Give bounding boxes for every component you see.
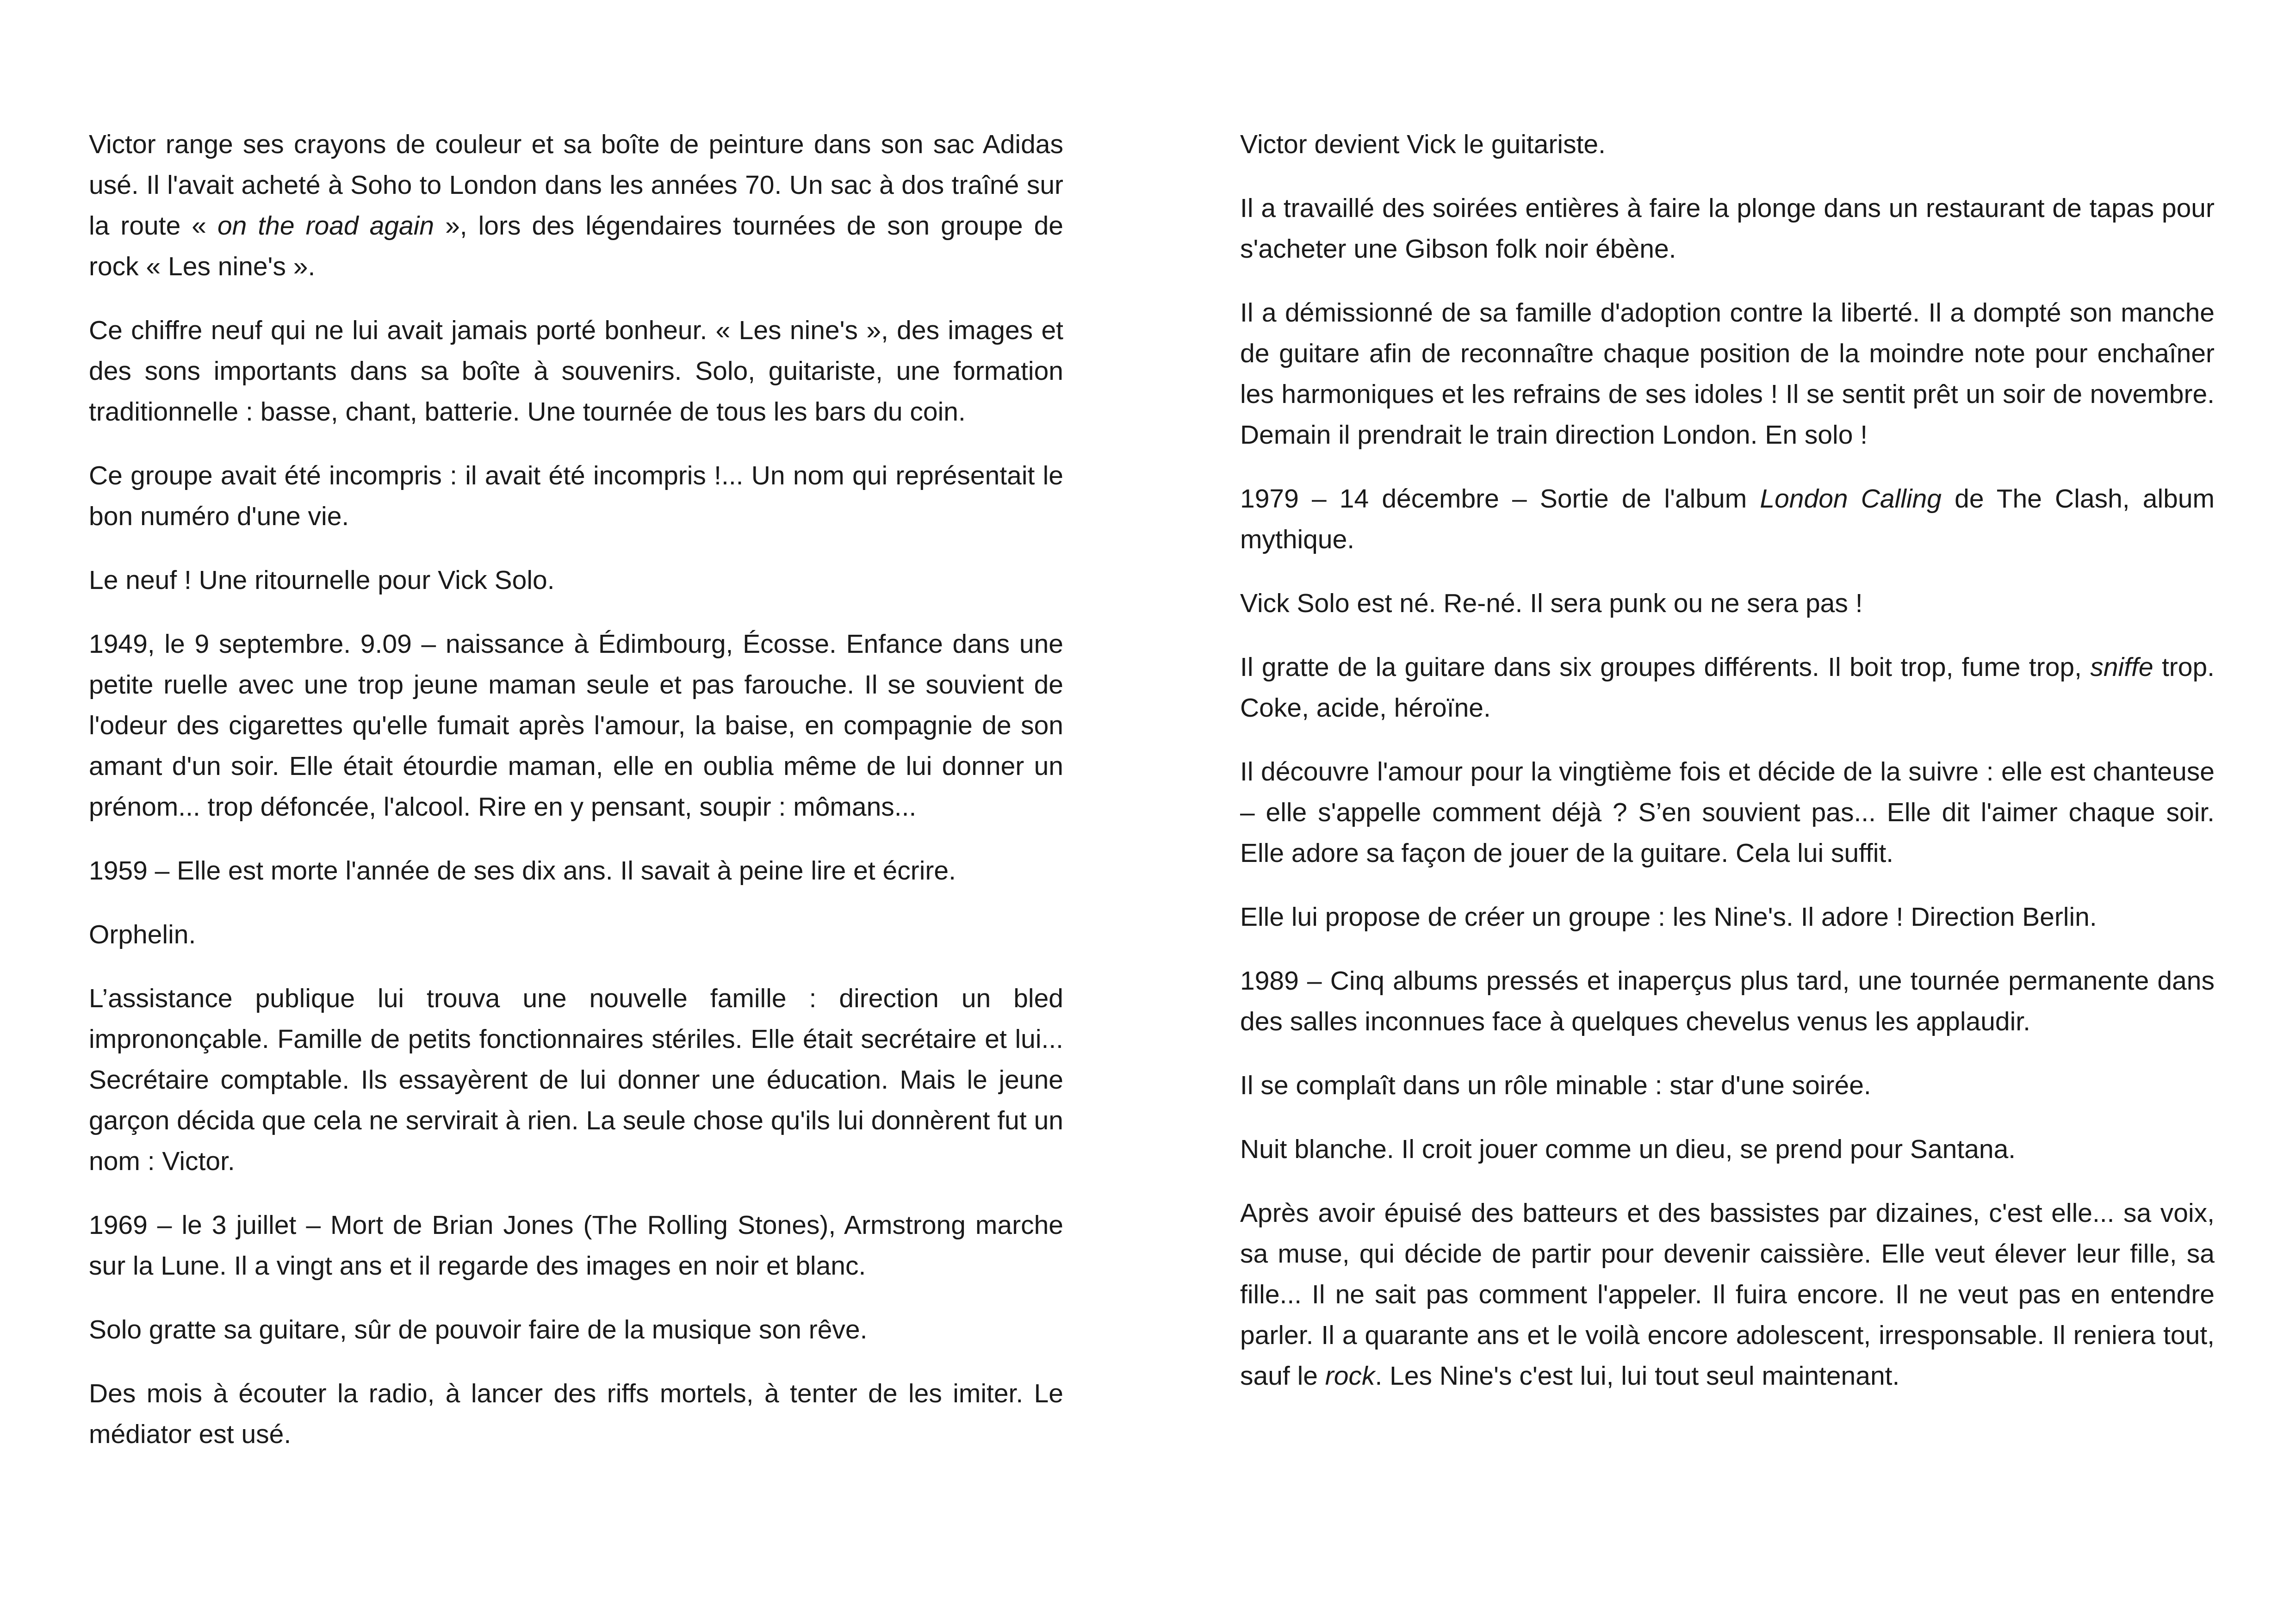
paragraph <box>1240 583 2215 624</box>
text-segment: Le neuf ! Une ritournelle pour Vick Solo. <box>89 565 555 595</box>
paragraph <box>1240 1193 2215 1396</box>
paragraph <box>1240 647 2215 728</box>
paragraph <box>89 914 1063 955</box>
paragraph <box>1240 478 2215 560</box>
paragraph <box>89 455 1063 537</box>
text-segment: Il se complaît dans un rôle minable : star d'une soirée. <box>1240 1071 1871 1100</box>
paragraph <box>89 624 1063 827</box>
paragraph <box>1240 897 2215 937</box>
italic-text: rock <box>1325 1361 1375 1391</box>
text-segment: Nuit blanche. Il croit jouer comme un dieu, se prend pour Santana. <box>1240 1134 2016 1164</box>
text-segment: trop. Coke, acide, héroïne. <box>1240 652 2215 723</box>
text-segment: Il découvre l'amour pour la vingtième fois et décide de la suivre : elle est chanteuse – elle s'appelle comment déjà ? S’en souvient pas... Elle dit l'aimer chaque soir. Elle adore sa façon de jouer de la guitare. Cela lui suffit. <box>1240 757 2215 868</box>
text-segment: Solo gratte sa guitare, sûr de pouvoir faire de la musique son rêve. <box>89 1315 868 1344</box>
text-segment: Vick Solo est né. Re-né. Il sera punk ou ne sera pas ! <box>1240 588 1863 618</box>
text-segment: 1949, le 9 septembre. 9.09 – naissance à Édimbourg, Écosse. Enfance dans une petite ruelle avec une trop jeune maman seule et pas farouche. Il se souvient de l'odeur des cigarettes qu'elle fumait après l'amour, la baise, en compagnie de son amant d'un soir. Elle était étourdie maman, elle en oublia même de lui donner un prénom... trop défoncée, l'alcool. Rire en y pensant, soupir : mômans... <box>89 629 1063 822</box>
paragraph <box>89 850 1063 891</box>
text-segment: L’assistance publique lui trouva une nouvelle famille : direction un bled imprononçable. Famille de petits fonctionnaires stériles. Elle était secrétaire et lui... Secrétaire comptable. Ils essayèrent de lui donner une éducation. Mais le jeune garçon décida que cela ne servirait à rien. La seule chose qu'ils lui donnèrent fut un nom : Victor. <box>89 984 1063 1176</box>
text-segment: Des mois à écouter la radio, à lancer des riffs mortels, à tenter de les imiter. Le médiator est usé. <box>89 1379 1063 1449</box>
paragraph <box>1240 751 2215 873</box>
text-segment: Victor devient Vick le guitariste. <box>1240 130 1606 159</box>
paragraph <box>1240 292 2215 455</box>
right-column <box>1240 124 2215 1419</box>
italic-text: London Calling <box>1760 484 1942 514</box>
text-segment: . Les Nine's c'est lui, lui tout seul maintenant. <box>1375 1361 1900 1391</box>
paragraph <box>89 1373 1063 1455</box>
text-segment: Après avoir épuisé des batteurs et des bassistes par dizaines, c'est elle... sa voix, sa muse, qui décide de partir pour devenir caissière. Elle veut élever leur fille, sa fille... Il ne sait pas comment l'appeler. Il fuira encore. Il ne veut pas en entendre parler. Il a quarante ans et le voilà encore adolescent, irresponsable. Il reniera tout, sauf le <box>1240 1198 2215 1391</box>
paragraph <box>1240 1129 2215 1170</box>
paragraph <box>89 1205 1063 1286</box>
text-segment: », lors des légendaires tournées de son groupe de rock « Les nine's ». <box>89 211 1063 281</box>
text-segment: 1989 – Cinq albums pressés et inaperçus plus tard, une tournée permanente dans des salles inconnues face à quelques chevelus venus les applaudir. <box>1240 966 2215 1036</box>
text-segment: de The Clash, album mythique. <box>1240 484 2215 554</box>
paragraph <box>89 310 1063 432</box>
text-segment: Il a démissionné de sa famille d'adoption contre la liberté. Il a dompté son manche de guitare afin de reconnaître chaque position de la moindre note pour enchaîner les harmoniques et les refrains de ses idoles ! Il se sentit prêt un soir de novembre. Demain il prendrait le train direction London. En solo ! <box>1240 298 2215 450</box>
text-segment: Ce chiffre neuf qui ne lui avait jamais porté bonheur. « Les nine's », des images et des sons importants dans sa boîte à souvenirs. Solo, guitariste, une formation traditionnelle : basse, chant, batterie. Une tournée de tous les bars du coin. <box>89 316 1063 427</box>
text-segment: 1959 – Elle est morte l'année de ses dix ans. Il savait à peine lire et écrire. <box>89 856 956 886</box>
text-segment: Il a travaillé des soirées entières à faire la plonge dans un restaurant de tapas pour s'acheter une Gibson folk noir ébène. <box>1240 193 2215 264</box>
text-segment: 1969 – le 3 juillet – Mort de Brian Jones (The Rolling Stones), Armstrong marche sur la Lune. Il a vingt ans et il regarde des images en noir et blanc. <box>89 1210 1063 1281</box>
paragraph <box>89 560 1063 601</box>
paragraph <box>1240 960 2215 1042</box>
paragraph <box>89 978 1063 1182</box>
text-segment: Il gratte de la guitare dans six groupes différents. Il boit trop, fume trop, <box>1240 652 2091 682</box>
text-segment: Elle lui propose de créer un groupe : les Nine's. Il adore ! Direction Berlin. <box>1240 902 2097 932</box>
paragraph <box>1240 1065 2215 1106</box>
italic-text: on the road again <box>217 211 434 241</box>
text-segment: Orphelin. <box>89 920 196 949</box>
text-segment: Ce groupe avait été incompris : il avait été incompris !... Un nom qui représentait le bon numéro d'une vie. <box>89 461 1063 531</box>
left-column <box>89 124 1063 1478</box>
text-segment: Victor range ses crayons de couleur et sa boîte de peinture dans son sac Adidas usé. Il l'avait acheté à Soho to London dans les années 70. Un sac à dos traîné sur la route « <box>89 130 1063 241</box>
paragraph <box>1240 188 2215 269</box>
italic-text: sniffe <box>2090 652 2153 682</box>
paragraph <box>89 1309 1063 1350</box>
text-segment: 1979 – 14 décembre – Sortie de l'album <box>1240 484 1760 514</box>
paragraph <box>1240 124 2215 165</box>
paragraph <box>89 124 1063 287</box>
